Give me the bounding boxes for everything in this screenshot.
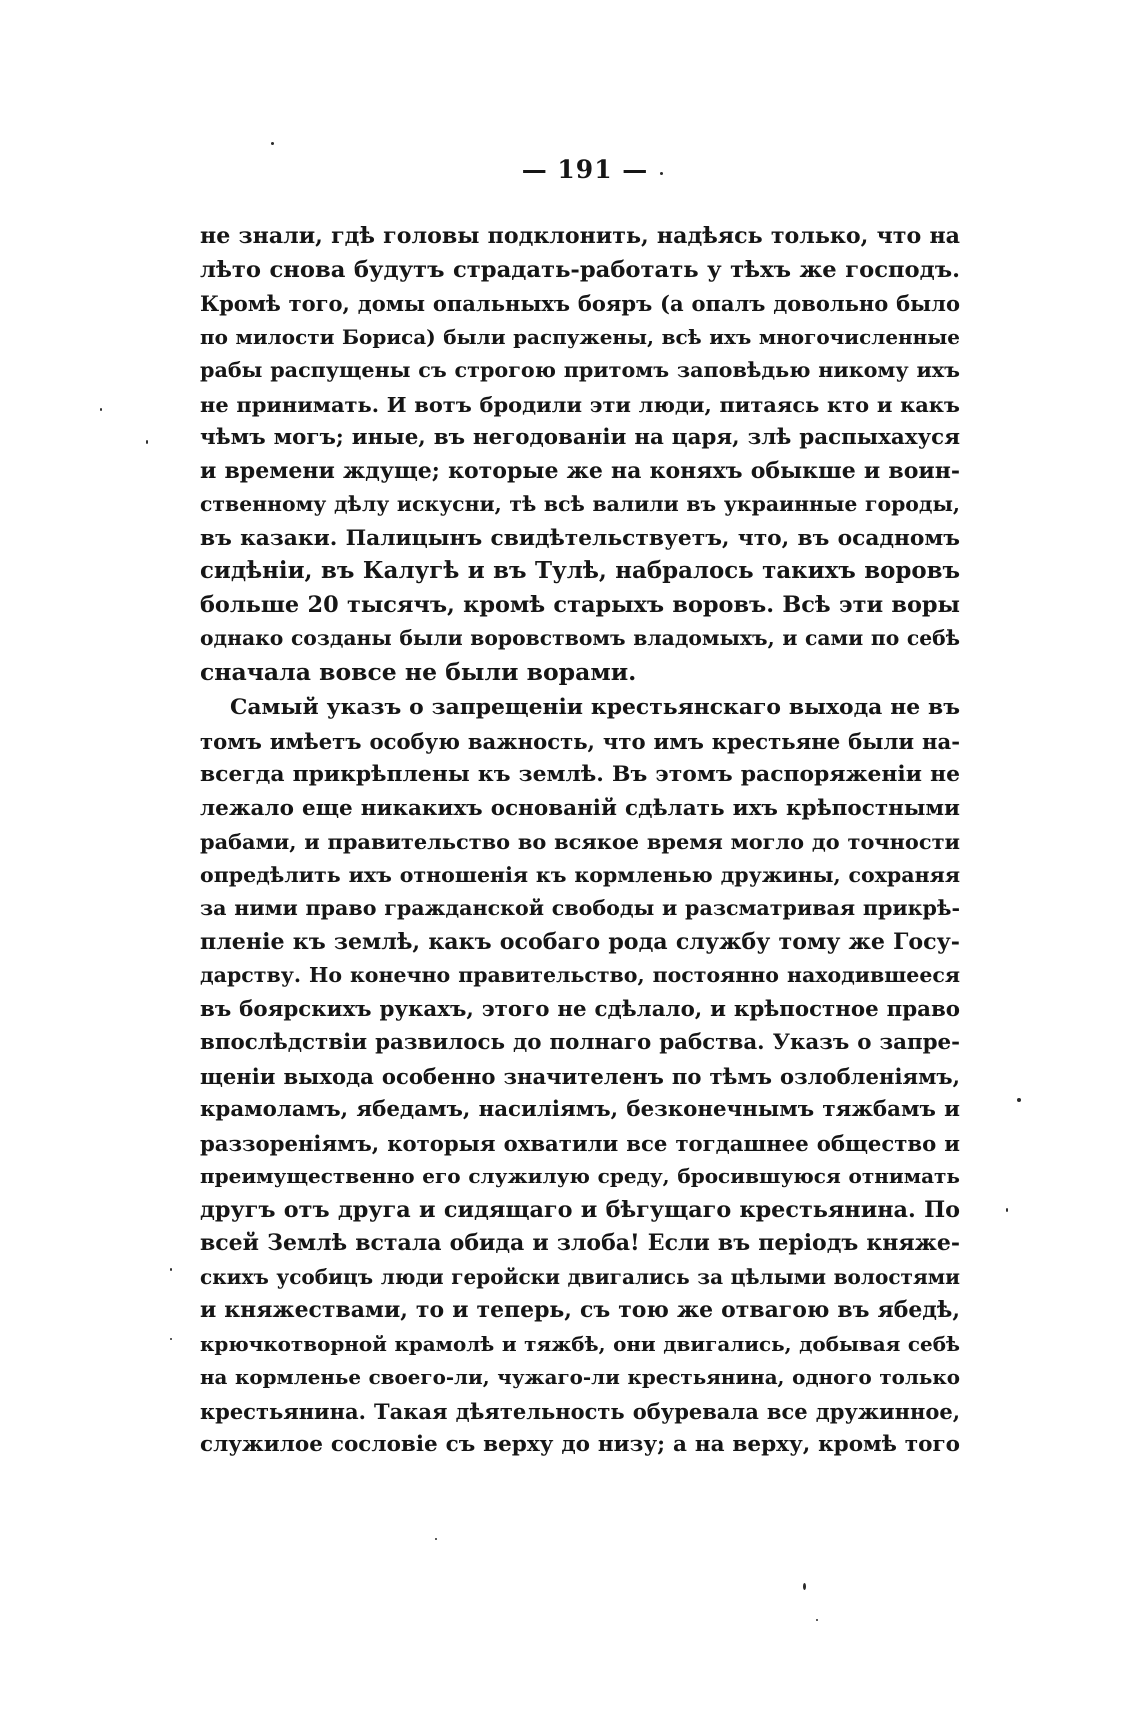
text-line: впослѣдствіи развилось до полнаго рабства. Указъ о запре-: [200, 1030, 960, 1055]
text-line: опредѣлить ихъ отношенія къ кормленью дружины, сохраняя: [200, 862, 960, 887]
text-line: по милости Бориса) были распужены, всѣ ихъ многочисленные: [200, 324, 960, 349]
text-line: не принимать. И вотъ бродили эти люди, питаясь кто и какъ: [200, 391, 960, 417]
text-line: всей Землѣ встала обида и злоба! Если въ періодъ княже-: [200, 1230, 960, 1256]
text-line: пленіе къ землѣ, какъ особаго рода службу тому же Госу-: [200, 928, 960, 955]
text-line: въ боярскихъ рукахъ, этого не сдѣлало, и крѣпостное право: [200, 996, 960, 1022]
text-line: рабами, и правительство во всякое время могло до точности: [200, 829, 960, 854]
text-line: скихъ усобицъ люди геройски двигались за цѣлыми волостями: [200, 1264, 960, 1289]
text-line: не знали, гдѣ головы подклонить, надѣясь только, что на: [200, 223, 960, 249]
body-text: [200, 220, 960, 1462]
text-line: въ казаки. Палицынъ свидѣтельствуетъ, что, въ осадномъ: [200, 525, 960, 551]
text-line: крючкотворной крамолѣ и тяжбѣ, они двигались, добывая себѣ: [200, 1331, 960, 1356]
text-line: сначала вовсе не были ворами.: [200, 657, 637, 686]
text-line: на кормленье своего-ли, чужаго-ли крестьянина, одного только: [200, 1365, 960, 1389]
text-line: томъ имѣетъ особую важность, что имъ крестьяне были на-: [200, 728, 960, 754]
scan-speck: [435, 1538, 437, 1540]
text-line: лежало еще никакихъ основаній сдѣлать ихъ крѣпостными: [200, 795, 960, 821]
text-line: Самый указъ о запрещеніи крестьянскаго выхода не въ: [230, 694, 960, 720]
text-line: больше 20 тысячъ, кромѣ старыхъ воровъ. Всѣ эти воры: [200, 591, 960, 618]
text-line: ственному дѣлу искусни, тѣ всѣ валили въ украинные городы,: [200, 492, 960, 516]
text-line: Кромѣ того, домы опальныхъ бояръ (а опалъ довольно было: [200, 291, 960, 316]
text-line: преимущественно его служилую среду, бросившуюся отнимать: [200, 1164, 960, 1188]
text-line: за ними право гражданской свободы и разсматривая прикрѣ-: [200, 896, 960, 920]
text-line: другъ отъ друга и сидящаго и бѣгущаго крестьянина. По: [200, 1196, 960, 1223]
text-line: и времени ждуще; которые же на коняхъ обыкше и воин-: [200, 457, 960, 484]
text-line: рабы распущены съ строгою притомъ заповѣдью никому ихъ: [200, 358, 960, 382]
text-line: всегда прикрѣплены къ землѣ. Въ этомъ распоряженіи не: [200, 761, 960, 787]
paragraph: [200, 220, 960, 689]
text-line: крамоламъ, ябедамъ, насиліямъ, безконечнымъ тяжбамъ и: [200, 1097, 960, 1122]
text-line: чѣмъ могъ; иные, въ негодованіи на царя, злѣ распыхахуся: [200, 425, 960, 450]
scan-speck: [803, 1583, 806, 1590]
page-number: — 191 —: [521, 155, 649, 184]
scan-speck: [816, 1619, 818, 1621]
text-line: сидѣніи, въ Калугѣ и въ Тулѣ, набралось такихъ воровъ: [200, 558, 960, 584]
scan-speck: [170, 1268, 172, 1271]
scan-speck: [1006, 1208, 1008, 1212]
scan-speck: [100, 408, 102, 411]
paragraph: [200, 691, 960, 1462]
text-line: дарству. Но конечно правительство, постоянно находившееся: [200, 963, 960, 987]
text-line: лѣто снова будутъ страдать-работать у тѣхъ же господъ.: [200, 256, 960, 283]
text-line: щеніи выхода особенно значителенъ по тѣмъ озлобленіямъ,: [200, 1063, 960, 1089]
scan-speck: [1017, 1098, 1021, 1102]
text-line: раззореніямъ, которыя охватили все тогдашнее общество и: [200, 1130, 960, 1156]
text-line: и княжествами, то и теперь, съ тою же отвагою въ ябедѣ,: [200, 1297, 960, 1323]
scan-speck: [146, 440, 148, 444]
scan-speck: [170, 1338, 172, 1340]
text-line: крестьянина. Такая дѣятельность обуревала все дружинное,: [200, 1398, 960, 1424]
scan-speck: [271, 142, 274, 145]
text-line: однако созданы были воровствомъ владомыхъ, и сами по себѣ: [200, 626, 960, 650]
text-line: служилое сословіе съ верху до низу; а на верху, кромѣ того: [200, 1432, 960, 1457]
